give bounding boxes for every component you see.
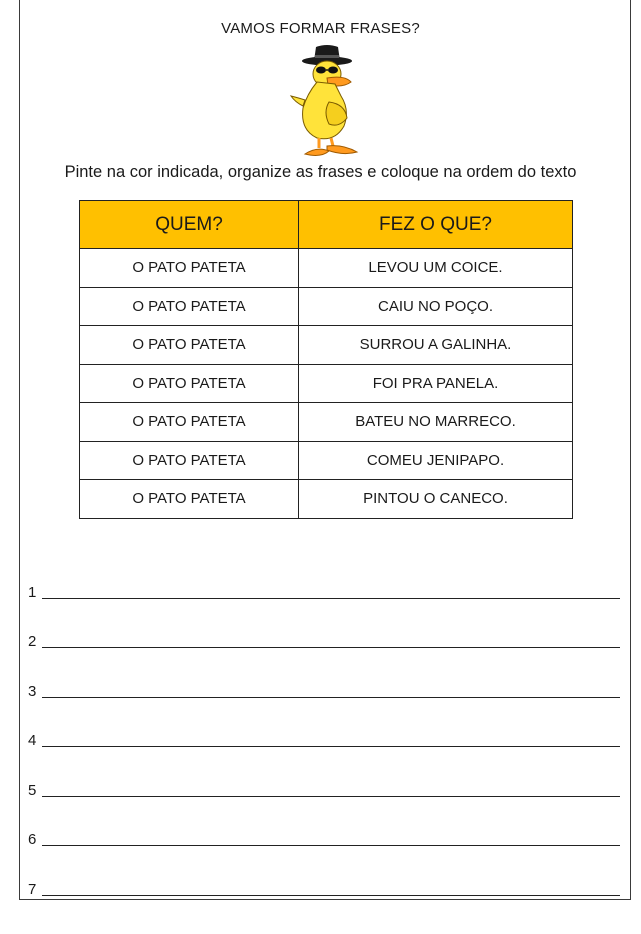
answer-line-3[interactable] xyxy=(28,650,620,700)
answer-rule[interactable] xyxy=(42,696,620,698)
answer-rule[interactable] xyxy=(42,844,620,846)
table-row xyxy=(80,326,573,365)
answer-line-4[interactable] xyxy=(28,700,620,750)
answer-number: 5 xyxy=(28,781,37,799)
subject-cell: O PATO PATETA xyxy=(80,364,299,403)
subject-cell: O PATO PATETA xyxy=(80,480,299,519)
duck-with-hat-icon xyxy=(287,42,367,160)
answer-rule[interactable] xyxy=(42,745,620,747)
answer-lines xyxy=(28,551,620,898)
answer-number: 7 xyxy=(28,880,37,898)
answer-rule[interactable] xyxy=(42,795,620,797)
table-header-row xyxy=(80,201,573,249)
table-row xyxy=(80,480,573,519)
header-quem: QUEM? xyxy=(80,201,299,249)
answer-line-7[interactable] xyxy=(28,848,620,898)
answer-number: 4 xyxy=(28,732,37,749)
table-row xyxy=(80,441,573,480)
table-row xyxy=(80,249,573,288)
subject-cell: O PATO PATETA xyxy=(80,249,299,288)
table-row xyxy=(80,364,573,403)
answer-rule[interactable] xyxy=(42,646,620,648)
answer-rule[interactable] xyxy=(42,894,620,896)
action-cell: LEVOU UM COICE. xyxy=(299,249,573,288)
subject-cell: O PATO PATETA xyxy=(80,287,299,326)
answer-number: 2 xyxy=(28,633,37,650)
subject-cell: O PATO PATETA xyxy=(80,403,299,442)
action-cell: FOI PRA PANELA. xyxy=(299,364,573,403)
subject-cell: O PATO PATETA xyxy=(80,441,299,480)
answer-line-2[interactable] xyxy=(28,601,620,651)
action-cell: BATEU NO MARRECO. xyxy=(299,403,573,442)
answer-number: 3 xyxy=(28,682,37,700)
action-cell: SURROU A GALINHA. xyxy=(299,326,573,365)
worksheet-title: VAMOS FORMAR FRASES? xyxy=(221,20,420,37)
answer-line-6[interactable] xyxy=(28,799,620,849)
header-fez-o-que: FEZ O QUE? xyxy=(299,201,573,249)
subject-cell: O PATO PATETA xyxy=(80,326,299,365)
answer-rule[interactable] xyxy=(42,597,620,599)
answer-line-5[interactable] xyxy=(28,749,620,799)
table-row xyxy=(80,403,573,442)
action-cell: CAIU NO POÇO. xyxy=(299,287,573,326)
instruction-text: Pinte na cor indicada, organize as frases e coloque na ordem do texto xyxy=(64,163,577,181)
answer-number: 1 xyxy=(28,583,37,601)
answer-number: 6 xyxy=(28,831,37,848)
answer-line-1[interactable] xyxy=(28,551,620,601)
action-cell: PINTOU O CANECO. xyxy=(299,480,573,519)
table-row xyxy=(80,287,573,326)
action-cell: COMEU JENIPAPO. xyxy=(299,441,573,480)
phrase-table xyxy=(79,200,573,519)
